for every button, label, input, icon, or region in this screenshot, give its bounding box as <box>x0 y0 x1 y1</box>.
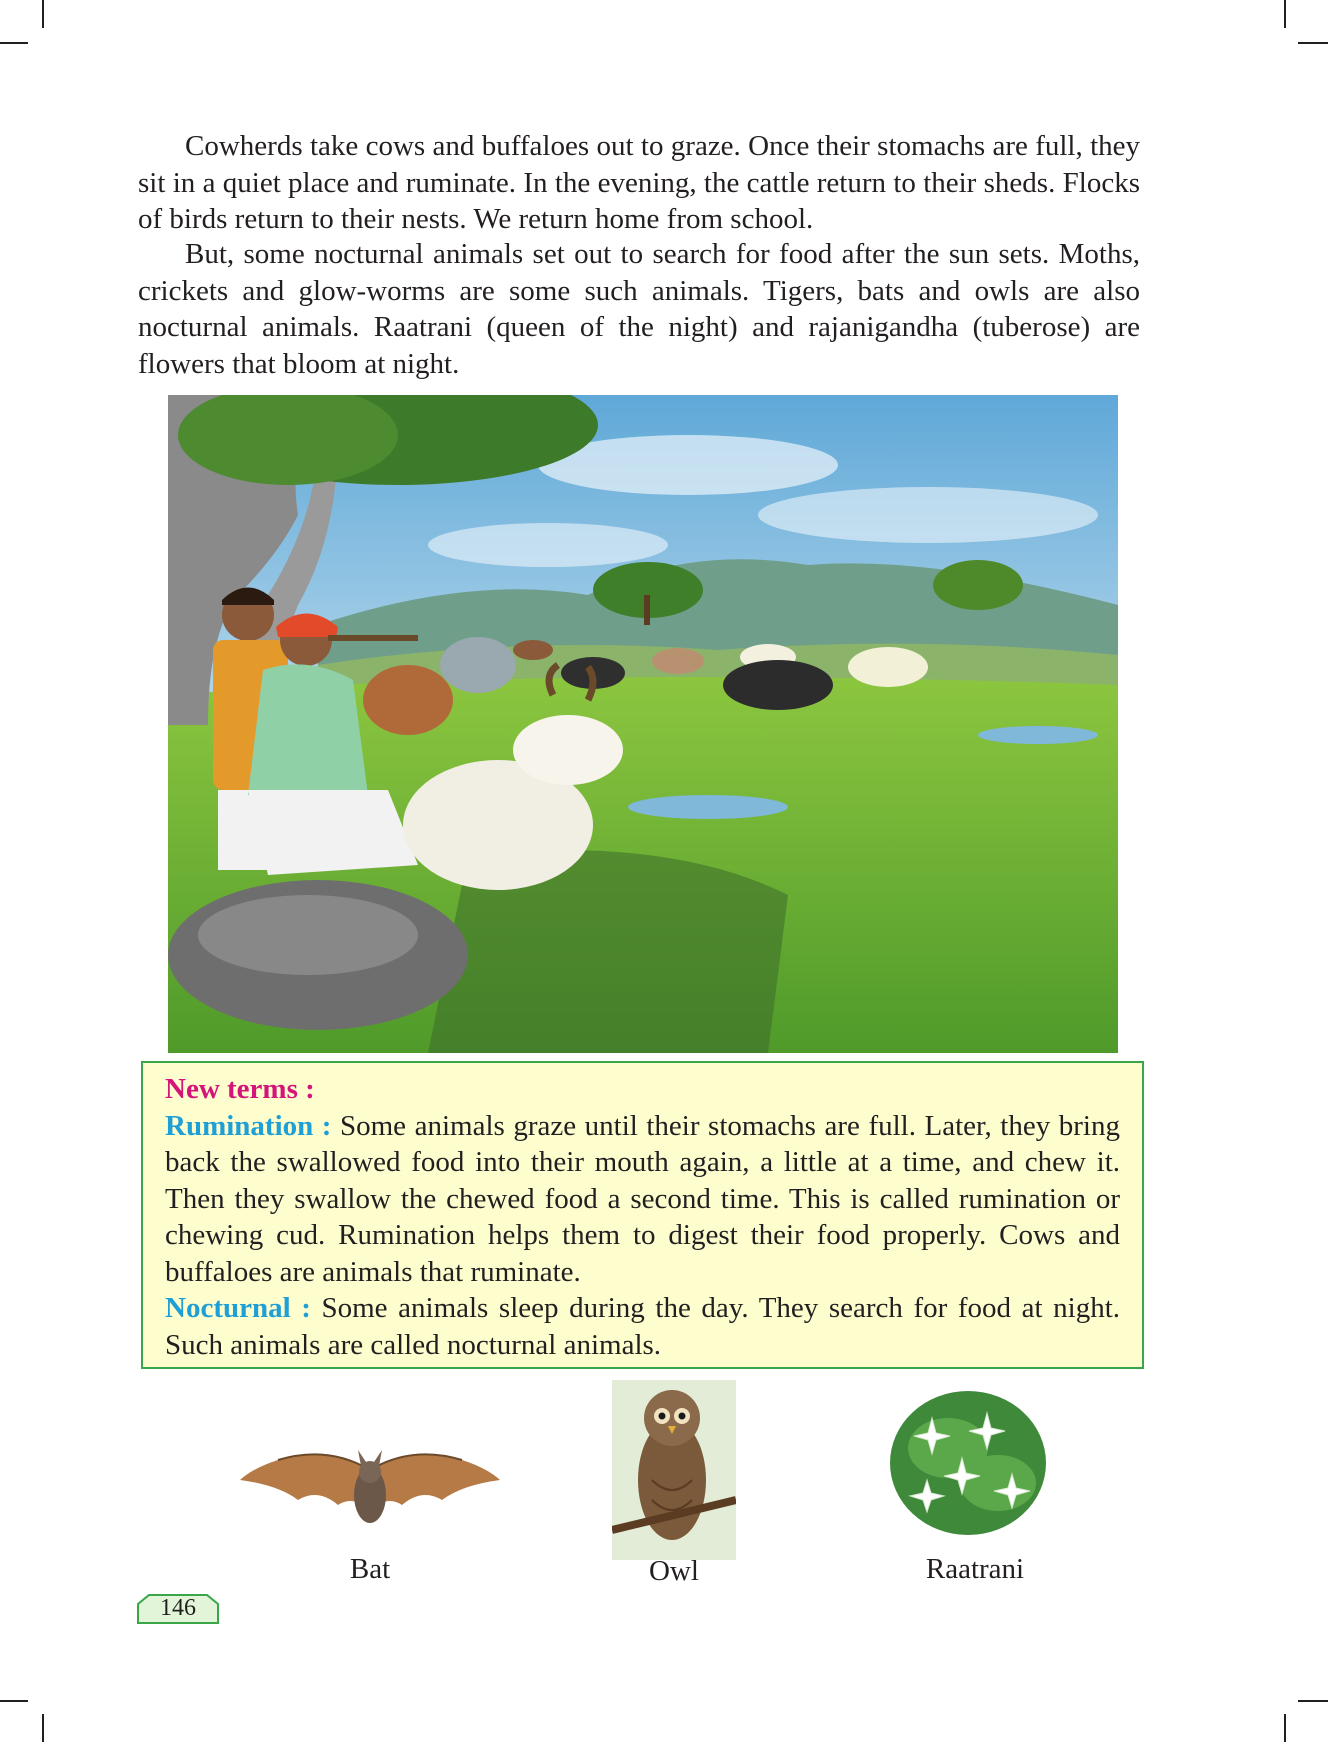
owl-caption: Owl <box>649 1555 699 1587</box>
raatrani-picture <box>888 1388 1048 1538</box>
grazing-scene-illustration <box>168 395 1118 1053</box>
rumination-text: Some animals graze until their stomachs are full. Later, they bring back the swallowed food into their mouth again, a little at a time, and chew it. Then they swallow the chewed food a second time. This is called rumination or chewing cud. Rumination helps them to digest their food properly. Cows and buffaloes are animals that ruminate. <box>165 1109 1120 1288</box>
paragraph-nocturnal-animals: But, some nocturnal animals set out to search for food after the sun sets. Moths, crickets and glow-worms are some such animals. Tigers, bats and owls are also nocturnal animals. Raatrani (queen of the night) and rajanigandha (tuberose) are flowers that bloom at night. <box>138 238 1140 380</box>
nocturnal-definition <box>165 1290 1120 1363</box>
bat-caption: Bat <box>349 1553 391 1585</box>
owl-picture <box>612 1380 736 1560</box>
paragraph-cowherds: Cowherds take cows and buffaloes out to graze. Once their stomachs are full, they sit in a quiet place and ruminate. In the evening, the cattle return to their sheds. Flocks of birds return to their nests. We return home from school. <box>138 130 1140 235</box>
crop-mark-top-right-horizontal <box>1298 42 1328 44</box>
rumination-label: Rumination : <box>165 1109 332 1142</box>
crop-mark-top-left-horizontal <box>0 42 28 44</box>
crop-mark-bottom-right-vertical <box>1284 1714 1286 1742</box>
nocturnal-text: Some animals sleep during the day. They search for food at night. Such animals are called nocturnal animals. <box>165 1292 1121 1361</box>
crop-mark-bottom-right-horizontal <box>1298 1700 1328 1702</box>
crop-mark-bottom-left-vertical <box>42 1714 44 1742</box>
nocturnal-label: Nocturnal : <box>165 1292 311 1324</box>
new-terms-heading: New terms : <box>165 1073 315 1105</box>
new-terms-box <box>141 1061 1144 1369</box>
crop-mark-bottom-left-horizontal <box>0 1700 28 1702</box>
crop-mark-top-right-vertical <box>1284 0 1286 28</box>
raatrani-caption: Raatrani <box>925 1553 1025 1585</box>
rumination-definition <box>165 1108 1120 1291</box>
crop-mark-top-left-vertical <box>42 0 44 28</box>
page-number: 146 <box>160 1595 196 1621</box>
bat-picture <box>238 1440 502 1540</box>
grazing-scene-svg <box>168 395 1118 1053</box>
